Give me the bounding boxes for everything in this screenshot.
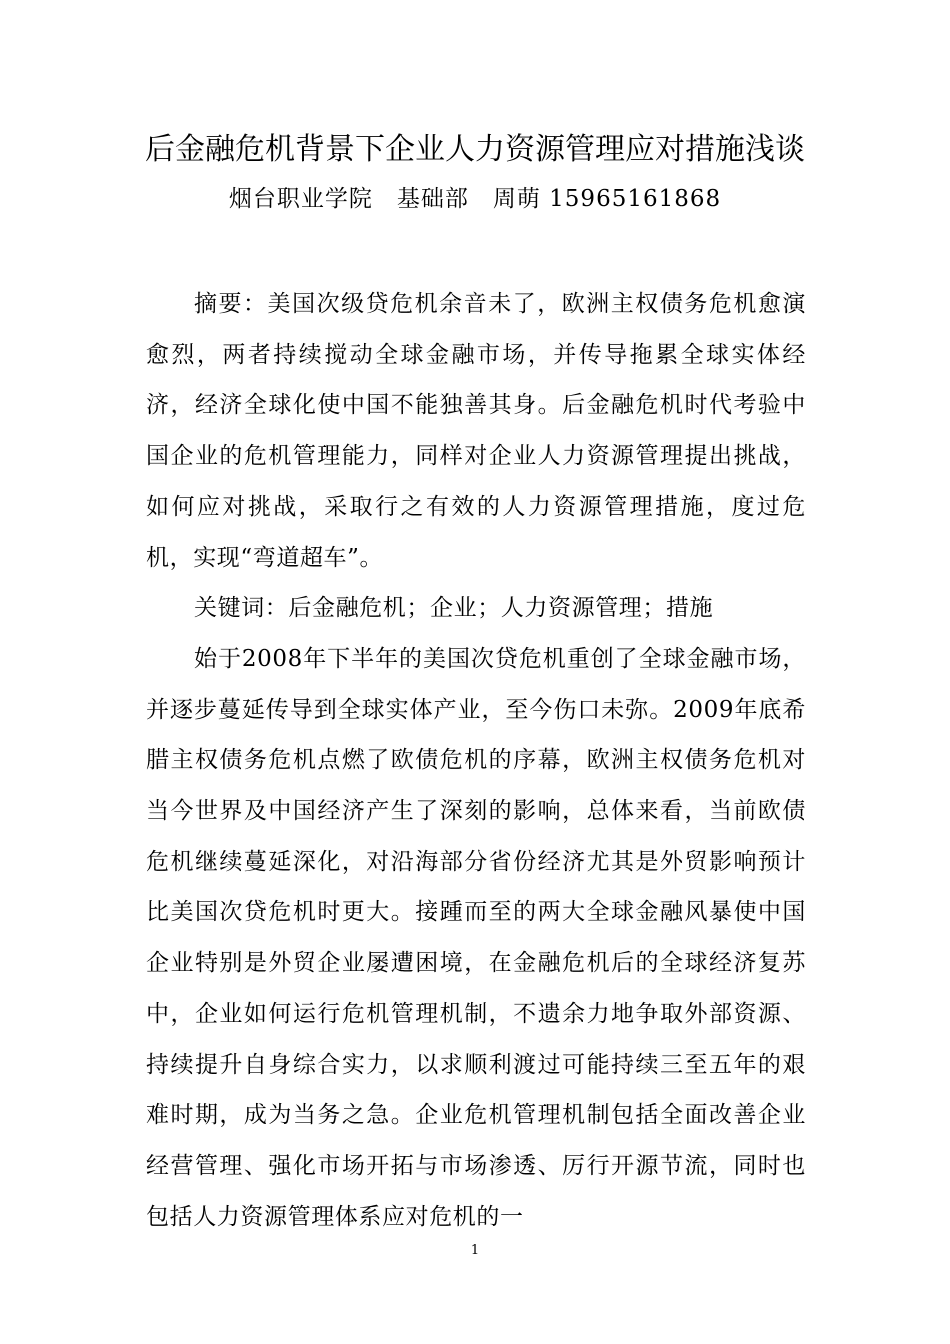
keywords-paragraph: 关键词：后金融危机；企业；人力资源管理；措施 <box>194 595 714 622</box>
body-paragraph: 始于2008年下半年的美国次贷危机重创了全球金融市场，并逐步蔓延传导到全球实体产业，至今伤口未弥。2009年底希腊主权债务危机点燃了欧债危机的序幕，欧洲主权债务危机对当今世界及中国经济产生了深刻的影响，总体来看，当前欧债危机继续蔓延深化，对沿海部分省份经济尤其是外贸影响预计比美国次贷危机时更大。接踵而至的两大全球金融风暴使中国企业特别是外贸企业屡遭困境，在金融危机后的全球经济复苏中，企业如何运行危机管理机制，不遗余力地争取外部资源、持续提升自身综合实力，以求顺利渡过可能持续三至五年的艰难时期，成为当务之急。企业危机管理机制包括全面改善企业经营管理、强化市场开拓与市场渗透、厉行开源节流，同时也包括人力资源管理体系应对危机的一 <box>146 645 806 1230</box>
author-line: 烟台职业学院 基础部 周萌 15965161868 <box>228 186 722 212</box>
page-number: 1 <box>470 1243 480 1258</box>
abstract-paragraph: 摘要：美国次级贷危机余音未了，欧洲主权债务危机愈演愈烈，两者持续搅动全球金融市场，并传导拖累全球实体经济，经济全球化使中国不能独善其身。后金融危机时代考验中国企业的危机管理能力，同样对企业人力资源管理提出挑战，如何应对挑战，采取行之有效的人力资源管理措施，度过危机，实现“弯道超车”。 <box>146 291 806 571</box>
document-body <box>146 279 806 1242</box>
document-title: 后金融危机背景下企业人力资源管理应对措施浅谈 <box>145 132 805 167</box>
